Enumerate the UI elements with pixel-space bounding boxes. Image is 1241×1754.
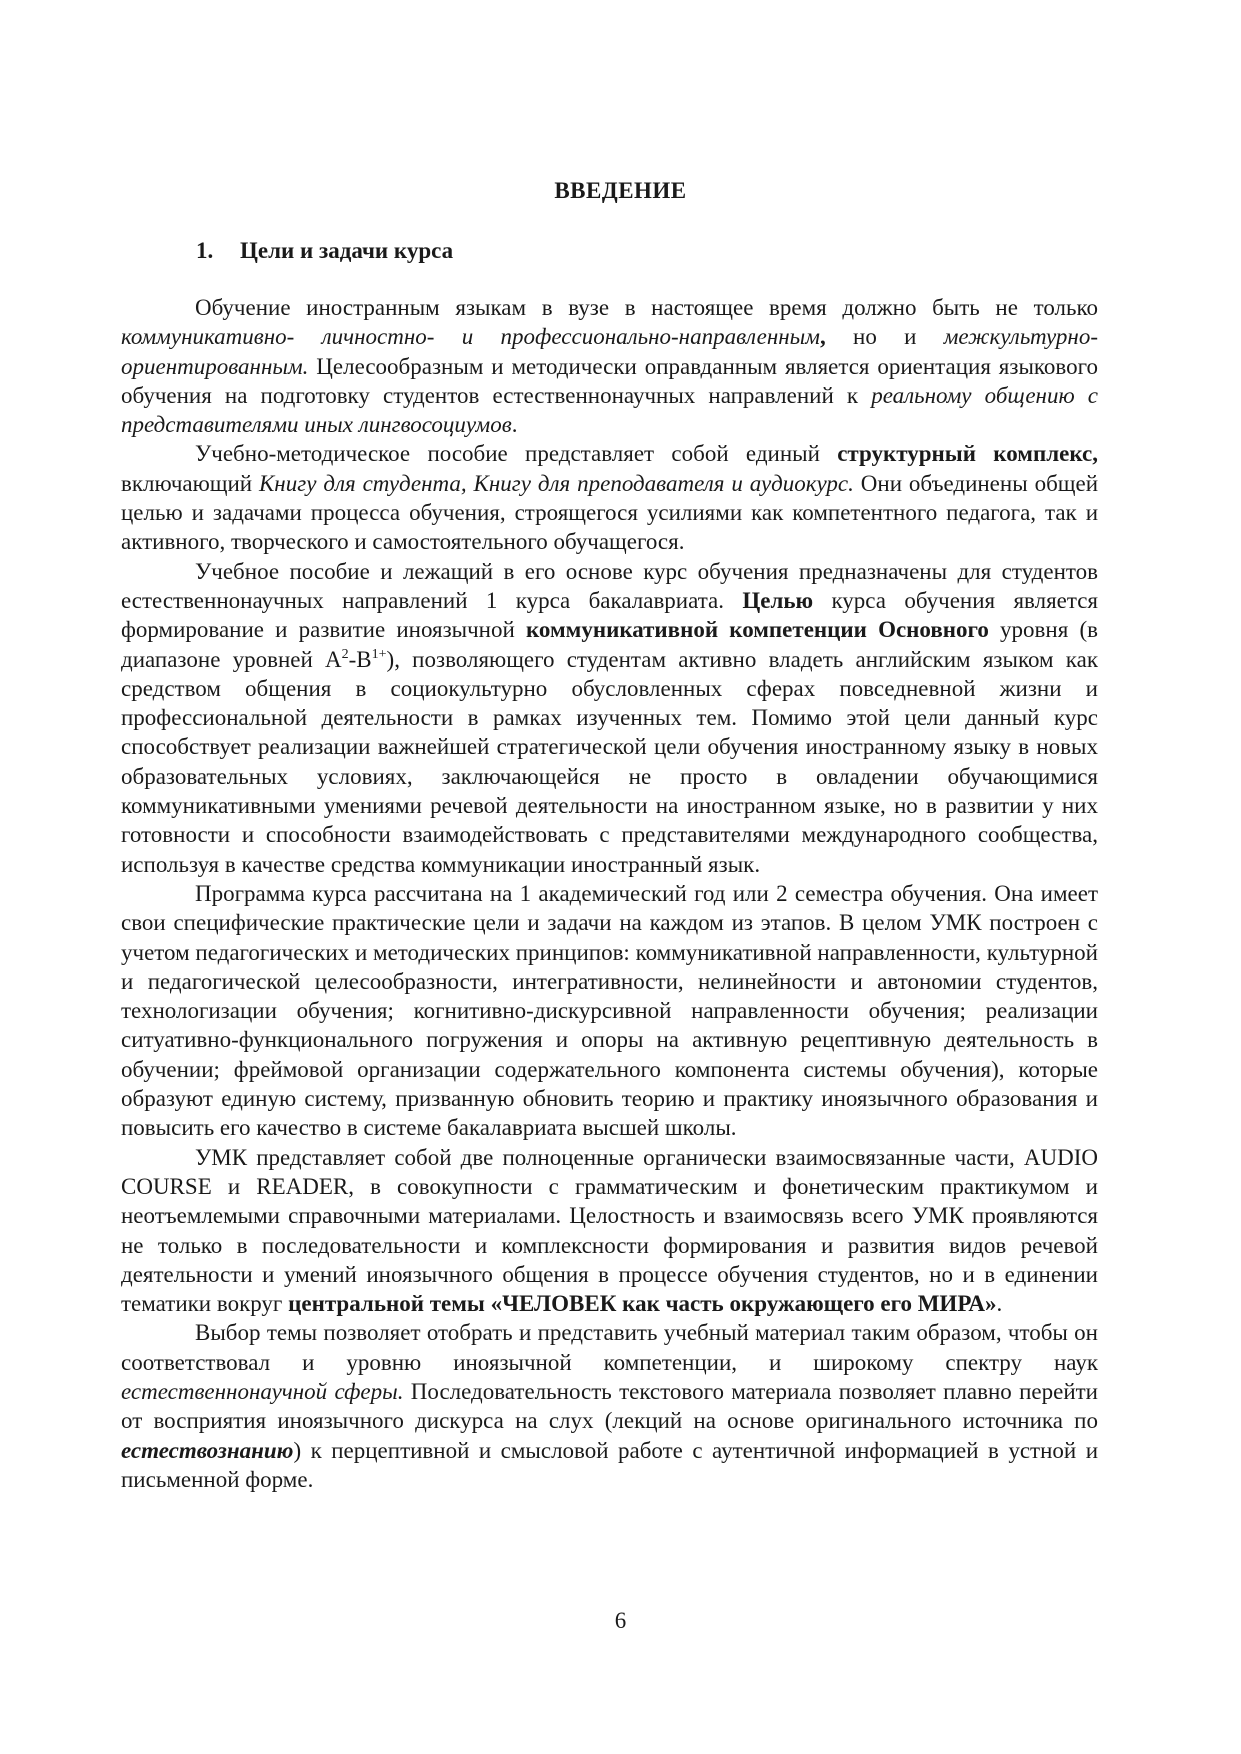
text-run: ) к перцептивной и смысловой работе с аутентичной информацией в устной и письменной форме. [121,1437,1098,1492]
section-number: 1. [196,238,214,263]
text-run: курса обучения является формирование и развитие иноязычной [121,587,1098,643]
text-run: уровня (в диапазоне уровней A [121,617,1098,672]
section-heading [196,238,453,264]
bold-run: , [819,324,826,350]
paragraph-5 [121,1143,1098,1319]
page-title: ВВЕДЕНИЕ [554,178,687,203]
text-run: Целесообразным и методически оправданным является ориентация языкового обучения на подготовку студентов естественнонаучных направлений к [121,353,1098,408]
text-run: Они объединены общей целью и задачами процесса обучения, строящегося усилиями как компетентного педагога, так и активного, творческого и самостоятельного обучащегося. [121,470,1098,555]
text-run: но и [825,324,944,350]
italic-run: естественнонаучной сферы. [121,1378,404,1404]
paragraph-3 [121,557,1098,879]
text-run: Обучение иностранным языкам в вузе в настоящее время должно быть не только [195,295,1098,320]
text-run: Последовательность текстового материала позволяет плавно перейти от восприятия иноязычного дискурса на слух (лекций на основе оригинального источника по [121,1378,1098,1434]
superscript: 1+ [371,646,387,662]
paragraph-4 [121,879,1098,1143]
text-run: -B [348,646,372,672]
text-run: Выбор темы позволяет отобрать и представить учебный материал таким образом, чтобы он соответствовал и уровню иноязычной компетенции, и широкому спектру наук [121,1320,1098,1375]
italic-run: реальному общению с представителями иных лингвосоциумов [121,382,1098,438]
paragraph-1 [121,293,1098,439]
page-number: 6 [614,1608,627,1633]
italic-run: коммуникативно- личностно- и профессионально-направленным [121,324,820,350]
italic-run: межкультурно-ориентированным. [121,324,1098,379]
text-run: включающий [121,470,260,496]
text-run: Учебное пособие и лежащий в его основе курс обучения предназначены для студентов естественнонаучных направлений 1 курса бакалавриата. [121,558,1098,613]
italic-run: Книгу для студента, Книгу для преподавателя и аудиокурс. [259,470,854,496]
text-run: ), позволяющего студентам активно владеть английским языком как средством общения в социокультурно обусловленных сферах повседневной жизни и профессиональной деятельности в рамках изученных тем. Помимо этой цели данный курс способствует реализации важнейшей стратегической цели обучения иностранному языку в новых образовательных условиях, заключающейся не просто в овладении обучающимися коммуникативными умениями речевой деятельности на иностранном языке, но в развитии у них готовности и способности взаимодействовать с представителями международного сообщества, используя в качестве средства коммуникации иностранный язык. [121,646,1098,877]
superscript: 2 [341,646,349,662]
bold-run: центральной темы «ЧЕЛОВЕК как часть окружающего его МИРА» [288,1291,997,1317]
body-text [121,293,1098,1494]
paragraph-6 [121,1318,1098,1494]
text-run: . [511,412,518,438]
section-title: Цели и задачи курса [240,238,454,263]
bold-run: Целью [742,587,814,613]
bold-run: структурный комплекс, [837,441,1098,467]
text-run: Программа курса рассчитана на 1 академический год или 2 семестра обучения. Она имеет свои специфические практические цели и задачи на каждом из этапов. В целом УМК построен с учетом педагогических и методических принципов: коммуникативной направленности, культурной и педагогической целесообразности, интегративности, нелинейности и автономии студентов, технологизации обучения; когнитивно-дискурсивной направленности обучения; реализации ситуативно-функционального погружения и опоры на активную рецептивную деятельность в обучении; фреймовой организации содержательного компонента системы обучения), которые образуют единую систему, призванную обновить теорию и практику иноязычного образования и повысить его качество в системе бакалавриата высшей школы. [121,880,1098,1141]
text-run: УМК представляет собой две полноценные органически взаимосвязанные части, AUDIO COURSE и READER, в совокупности с грамматическим и фонетическим практикумом и неотъемлемыми справочными материалами. Целостность и взаимосвязь всего УМК проявляются не только в последовательности и комплексности формирования и развития видов речевой деятельности и умений иноязычного общения в процессе обучения студентов, но и в единении тематики вокруг [121,1144,1098,1317]
paragraph-2 [121,439,1098,556]
bold-run: коммуникативной компетенции Основного [525,617,989,643]
text-run: . [996,1291,1003,1317]
text-run: Учебно-методическое пособие представляет собой единый [195,441,838,467]
bold-italic-run: естествознанию [121,1437,294,1463]
